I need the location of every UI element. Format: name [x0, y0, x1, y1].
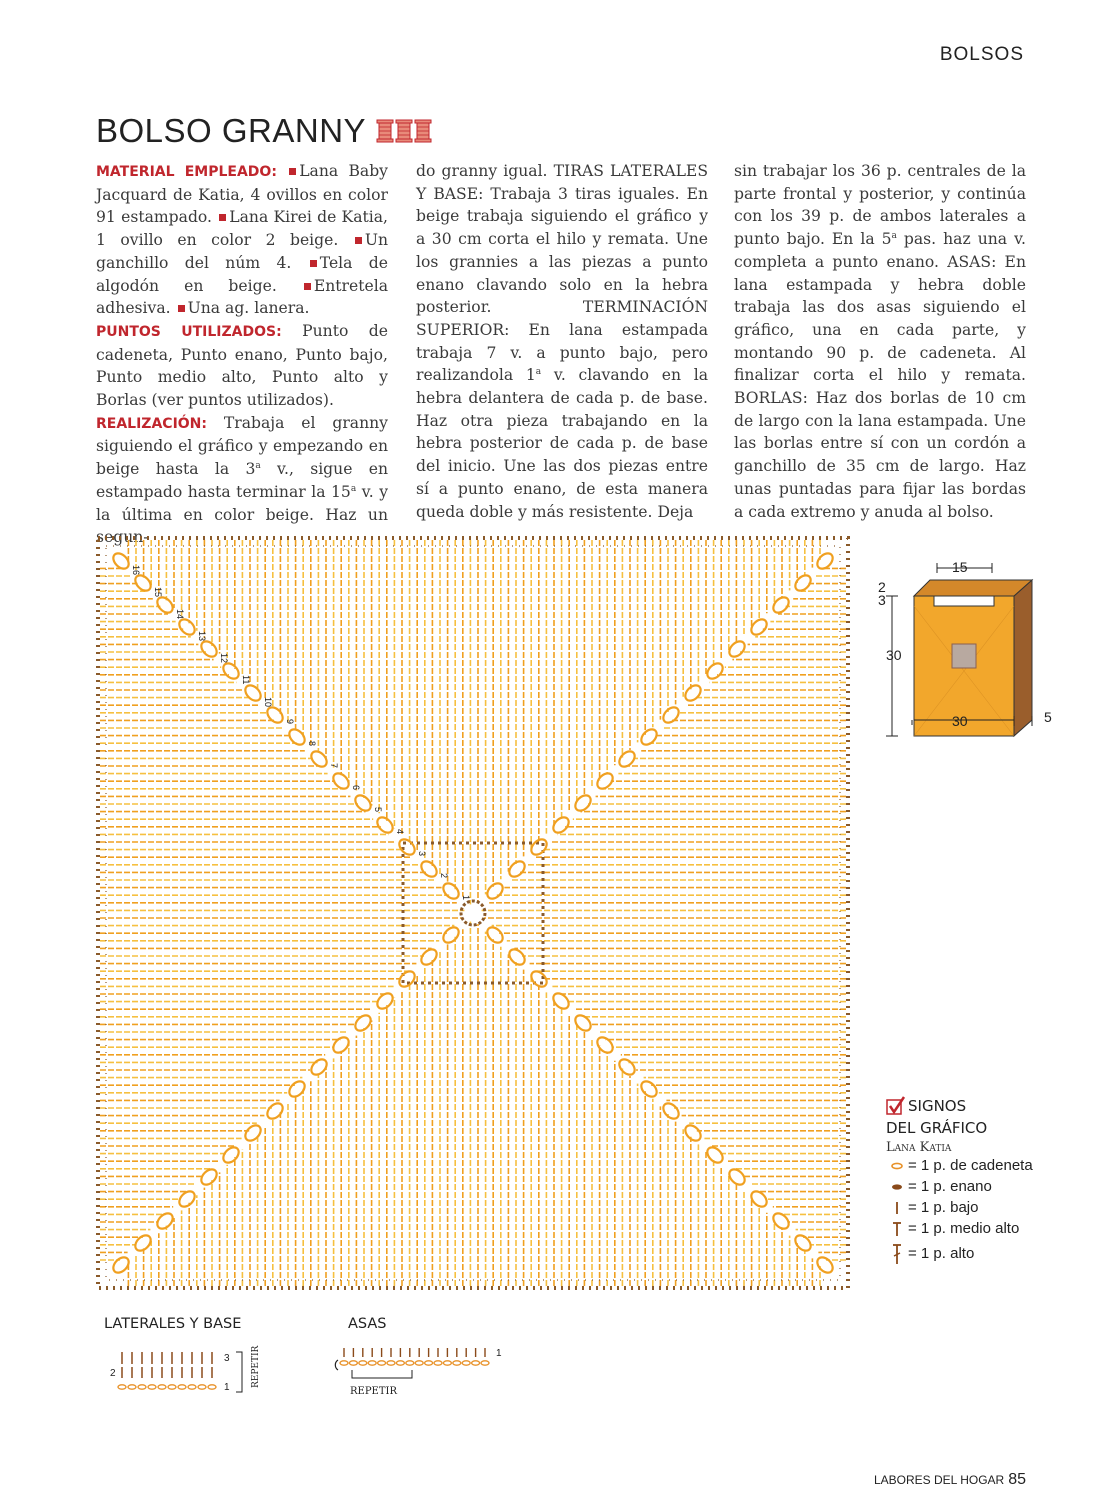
corner-chain-loop [704, 1144, 725, 1165]
corner-chain-loop [572, 792, 593, 813]
round-number-label: 14 [175, 609, 185, 620]
laterales-chain [198, 1385, 206, 1389]
body-text: do granny igual. TIRAS LATERALES Y BASE: Trabaja 3 tiras iguales. En beige trabaja siguiendo el gráfico y a 30 cm corta el hilo y remata. Une los grannies a las piezas a punto enano clavando solo en la hebra posterior. TERMINACIÓN SUPERIOR: En lana estampada trabaja 7 v. a punto bajo, pero realizandola 1 [416, 162, 708, 385]
bullet-square-icon [310, 260, 317, 267]
asas-row1-label: 1 [496, 1348, 502, 1359]
body-text: pas. haz una v. completa a punto enano. ASAS: En lana estampada y hebra doble trabaja las dos asas siguiendo el gráfico, una en cada parte, y montando 90 p. de cadeneta. Al finalizar corta el hilo y remata. BORLAS: Haz dos borlas de 10 cm de largo con la lana estampada. Une las borlas entre sí con un cordón a ganchillo de 35 cm de largo. Haz unas puntadas para fijar las bordas a cada extremo y anuda al bolso. [734, 230, 1026, 521]
laterales-chain [158, 1385, 166, 1389]
laterales-row1-label: 1 [224, 1382, 230, 1393]
asas-chain [453, 1361, 461, 1365]
asas-chain [406, 1361, 414, 1365]
chain-stitch-icon [890, 1162, 904, 1170]
round-number-label: 13 [197, 631, 207, 642]
corner-chain-loop [264, 704, 285, 725]
page-number: 85 [1008, 1471, 1026, 1488]
corner-chain-loop [814, 1254, 835, 1275]
round-number-label: 15 [153, 587, 163, 598]
dim-notch-b-label: 3 [878, 592, 886, 608]
legend-label: = 1 p. medio alto [908, 1220, 1020, 1237]
legend-row [886, 1176, 1076, 1197]
title-text: BOLSO GRANNY [96, 112, 367, 149]
magazine-name: LABORES DEL HOGAR [873, 1473, 1005, 1487]
center-motif-square [403, 843, 543, 983]
single-crochet-icon [893, 1200, 901, 1216]
asas-chain [415, 1361, 423, 1365]
legend-title-line1: SIGNOS [908, 1097, 967, 1115]
laterales-title: LATERALES Y BASE [104, 1316, 242, 1332]
legend-label: = 1 p. enano [908, 1178, 992, 1195]
corner-chain-loop [506, 858, 527, 879]
corner-chain-loop [638, 726, 659, 747]
body-text: sin trabajar los 36 p. centrales de la parte frontal y posterior, y continúa con los 39 p. de ambos laterales a punto bajo. En la 5 [734, 162, 1026, 249]
round-number-label: 10 [263, 697, 273, 708]
body-text: v. clavando en la hebra delantera de cada p. de base. Haz otra pieza trabajando en la hebra posterior de cada p. de base del inicio. Une las dos piezas entre sí a punto enano, de esta manera queda doble y más resistente. Deja [416, 366, 708, 521]
material-item: Una ag. lanera. [187, 299, 310, 318]
bag-dimension-diagram [872, 560, 1072, 740]
corner-chain-loop [374, 814, 395, 835]
round-number-label: 1 [461, 895, 471, 901]
round-number-label: 4 [395, 829, 405, 835]
difficulty-spools-icon [376, 118, 434, 144]
corner-chain-loop [352, 792, 373, 813]
corner-chain-loop [704, 660, 725, 681]
laterales-chain [208, 1385, 216, 1389]
corner-chain-loop [418, 858, 439, 879]
round-number-label: 16 [131, 565, 141, 576]
laterales-stitches [118, 1352, 216, 1389]
corner-chain-loop [154, 594, 175, 615]
corner-chain-loop [660, 704, 681, 725]
laterales-chain [148, 1385, 156, 1389]
asas-chain [425, 1361, 433, 1365]
corner-chain-loop [748, 616, 769, 637]
puntos-text: Punto de cadeneta, Punto enano, Punto bajo, Punto medio alto, Punto alto y Borlas (ver puntos utilizados). [96, 321, 388, 410]
corner-chain-loop [440, 924, 461, 945]
round-number-label: 3 [417, 851, 427, 857]
corner-chain-loop [638, 1078, 659, 1099]
granny-square-chart [92, 532, 854, 1294]
text-column-2 [416, 160, 708, 523]
center-ring [461, 901, 485, 925]
granny-motif [952, 644, 976, 668]
bag-side-face [1014, 580, 1032, 736]
realizacion-text: Trabaja el granny siguiendo el gráfico y empezando en beige hasta la 3 [96, 413, 388, 479]
laterales-chain [118, 1385, 126, 1389]
asas-chain [340, 1361, 348, 1365]
bullet-square-icon [219, 214, 226, 221]
corner-chain-loop [242, 1122, 263, 1143]
round-number-label: 5 [373, 807, 383, 813]
corner-chain-loop [770, 1210, 791, 1231]
corner-chain-loop [440, 880, 461, 901]
legend-title-line2: DEL GRÁFICO [886, 1119, 988, 1137]
corner-chain-loop [154, 1210, 175, 1231]
legend-subtitle: Lana Katia [886, 1140, 952, 1155]
laterales-repeat-label: REPETIR [251, 1345, 261, 1388]
laterales-chain [128, 1385, 136, 1389]
ordinal-sup: a [255, 460, 261, 471]
corner-chain-loop [682, 1122, 703, 1143]
section-header: BOLSOS [939, 44, 1024, 65]
slip-stitch-icon [890, 1183, 904, 1191]
half-double-crochet-icon [892, 1220, 902, 1238]
corner-chain-loop [792, 1232, 813, 1253]
corner-chain-loop [176, 1188, 197, 1209]
asas-chain [472, 1361, 480, 1365]
asas-chain [481, 1361, 489, 1365]
bullet-square-icon [289, 168, 296, 175]
corner-chain-loop [484, 880, 505, 901]
ordinal-sup: a [350, 483, 357, 494]
corner-chain-loop [286, 1078, 307, 1099]
corner-chain-loop [660, 1100, 681, 1121]
page-footer [874, 1471, 1026, 1489]
laterales-chain [138, 1385, 146, 1389]
bag-top-face [914, 580, 1032, 596]
legend-row [886, 1155, 1076, 1176]
corner-chain-loop [352, 1012, 373, 1033]
corner-chain-loop [220, 1144, 241, 1165]
corner-chain-loop [242, 682, 263, 703]
corner-chain-loop [418, 946, 439, 967]
asas-title: ASAS [348, 1316, 387, 1332]
asas-repeat-label: REPETIR [350, 1386, 398, 1397]
dim-width-label: 30 [952, 713, 968, 729]
laterales-chart [106, 1340, 276, 1400]
laterales-chain [188, 1385, 196, 1389]
corner-chain-loop [616, 1056, 637, 1077]
corner-chain-loop [748, 1188, 769, 1209]
corner-chain-loop [506, 946, 527, 967]
legend-row [886, 1197, 1076, 1218]
asas-chain [378, 1361, 386, 1365]
asas-chain [396, 1361, 404, 1365]
material-item: Lana Kirei de Katia, 1 ovillo en color 2 beige. [96, 208, 388, 250]
material-label: MATERIAL EMPLEADO: [96, 164, 277, 180]
asas-chain [387, 1361, 395, 1365]
turn-arrow-icon [335, 1360, 338, 1370]
corner-chain-loop [396, 836, 417, 857]
chart-legend [886, 1096, 1076, 1264]
round-number-label: 7 [329, 763, 339, 769]
corner-chain-loop [176, 616, 197, 637]
legend-label: = 1 p. alto [908, 1245, 975, 1262]
asas-chain [434, 1361, 442, 1365]
bullet-square-icon [355, 237, 362, 244]
realizacion-label: REALIZACIÓN: [96, 415, 207, 432]
checkmark-icon [886, 1096, 908, 1118]
laterales-chain [178, 1385, 186, 1389]
corner-chain-loop [484, 924, 505, 945]
asas-chain [462, 1361, 470, 1365]
realizacion-text: v. y la última en color beige. Haz un segun- [96, 482, 388, 547]
outer-round-border [98, 538, 848, 1288]
corner-chain-loop [220, 660, 241, 681]
asas-chart [326, 1344, 516, 1400]
corner-chain-loop [286, 726, 307, 747]
asas-chain [443, 1361, 451, 1365]
bullet-square-icon [304, 283, 311, 290]
corner-chain-loop [770, 594, 791, 615]
corner-chain-loop [572, 1012, 593, 1033]
dim-notch-a-label: 2 [878, 579, 886, 595]
text-column-1 [96, 160, 388, 549]
round-number-label: 11 [241, 675, 251, 685]
asas-chain [368, 1361, 376, 1365]
corner-chain-loop [264, 1100, 285, 1121]
round-number-label: 9 [285, 719, 295, 725]
asas-chain [359, 1361, 367, 1365]
asas-chain [349, 1361, 357, 1365]
laterales-chain [168, 1385, 176, 1389]
legend-row [886, 1218, 1076, 1239]
legend-label: = 1 p. de cadeneta [908, 1157, 1033, 1174]
puntos-label: PUNTOS UTILIZADOS: [96, 323, 282, 340]
dim-top-label: 15 [952, 560, 968, 575]
bullet-square-icon [178, 305, 185, 312]
laterales-row2-label: 2 [110, 1368, 116, 1379]
page-title [96, 112, 434, 150]
legend-label: = 1 p. bajo [908, 1199, 979, 1216]
text-column-3 [734, 160, 1026, 523]
material-item: Entretela adhesiva. [96, 276, 388, 318]
material-item: Tela de algodón en beige. [96, 253, 388, 295]
round-number-label: 8 [307, 741, 317, 747]
round-number-label: 2 [439, 873, 449, 879]
corner-chain-loop [198, 638, 219, 659]
corner-chain-loop [594, 1034, 615, 1055]
legend-row [886, 1243, 1076, 1264]
round-number-label: 12 [219, 653, 229, 664]
asas-stitches [335, 1348, 489, 1370]
realizacion-text: v., sigue en estampado hasta terminar la 15 [96, 460, 388, 501]
material-item: Un ganchillo del núm 4. [96, 231, 388, 272]
dim-depth-label: 5 [1044, 709, 1052, 725]
chart-stitch-pattern [98, 538, 848, 1288]
double-crochet-icon [892, 1242, 902, 1266]
laterales-row3-label: 3 [224, 1353, 230, 1364]
round-number-label: 6 [351, 785, 361, 791]
ordinal-sup: a [891, 230, 897, 241]
ordinal-sup: a [535, 367, 542, 378]
dim-height-label: 30 [886, 647, 902, 663]
corner-chain-loop [682, 682, 703, 703]
material-item: Lana Baby Jacquard de Katia, 4 ovillos en color 91 estampado. [96, 162, 388, 227]
